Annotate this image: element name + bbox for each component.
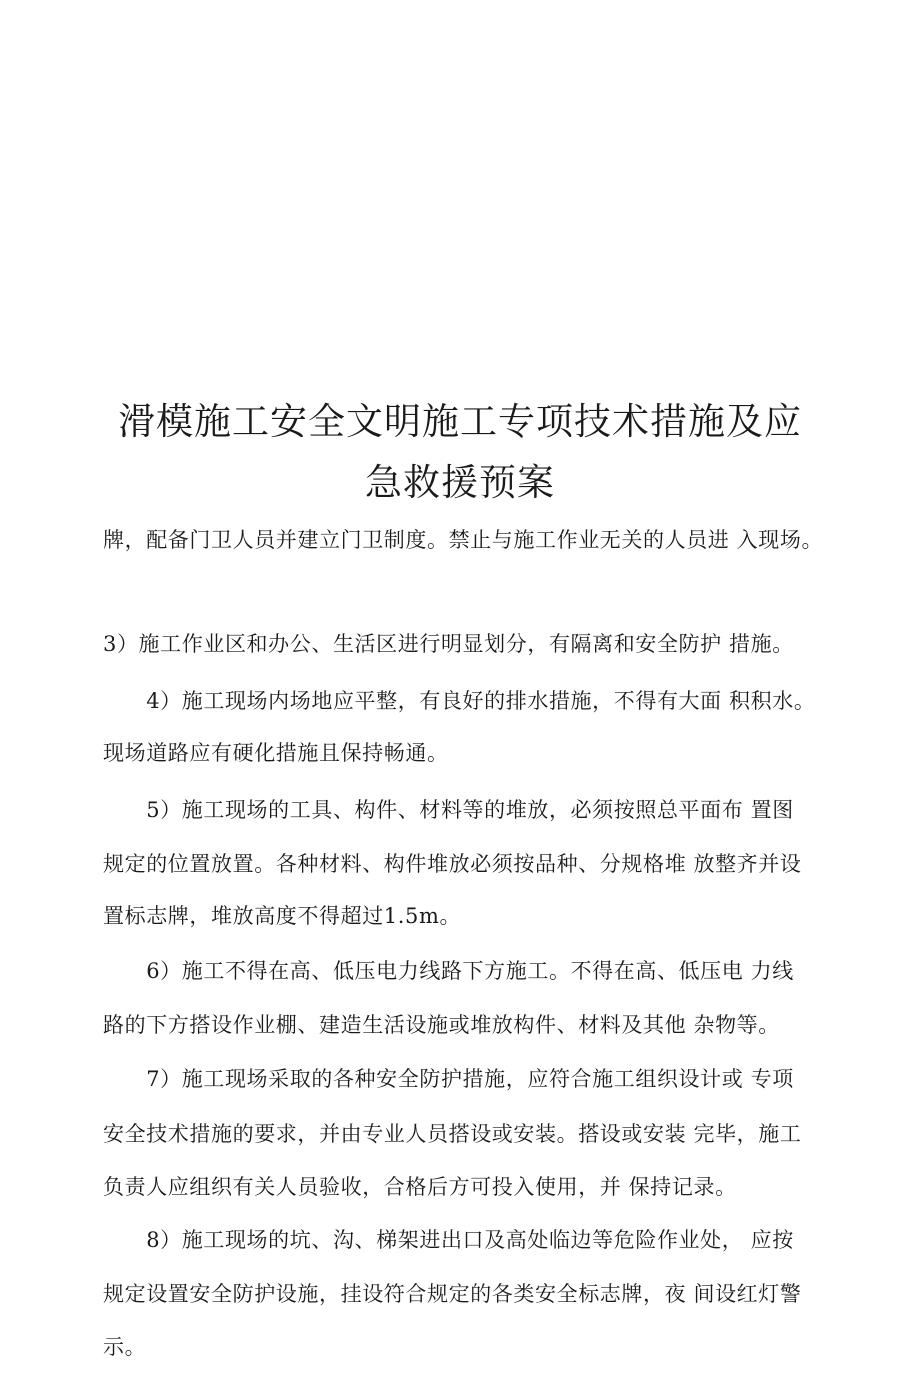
body-line: 7）施工现场采取的各种安全防护措施，应符合施工组织设计或 专项 (103, 1067, 794, 1091)
body-line: 6）施工不得在高、低压电力线路下方施工。不得在高、低压电 力线 (103, 959, 794, 983)
body-line: 路的下方搭设作业棚、建造生活设施或堆放构件、材料及其他 杂物等。 (103, 1013, 780, 1037)
body-line: 规定设置安全防护设施，挂设符合规定的各类安全标志牌，夜 间设红灯警 (103, 1282, 802, 1306)
body-line: 牌，配备门卫人员并建立门卫制度。禁止与施工作业无关的人员进 入现场。 (103, 528, 824, 552)
body-line: 8）施工现场的坑、沟、梯架进出口及高处临边等危险作业处， 应按 (103, 1228, 794, 1252)
document-title-line-2: 急救援预案 (365, 461, 555, 504)
body-line: 4）施工现场内场地应平整，有良好的排水措施，不得有大面 积积水。 (103, 689, 816, 713)
document-title-line-1: 滑模施工安全文明施工专项技术措施及应 (118, 400, 802, 443)
body-line: 3）施工作业区和办公、生活区进行明显划分，有隔离和安全防护 措施。 (103, 632, 794, 656)
body-line: 置标志牌，堆放高度不得超过1.5m。 (103, 904, 462, 928)
body-line: 5）施工现场的工具、构件、材料等的堆放，必须按照总平面布 置图 (103, 798, 794, 822)
body-line: 负责人应组织有关人员验收，合格后方可投入使用，并 保持记录。 (103, 1175, 737, 1199)
body-line: 现场道路应有硬化措施且保持畅通。 (103, 741, 449, 765)
body-line: 安全技术措施的要求，并由专业人员搭设或安装。搭设或安装 完毕，施工 (103, 1122, 802, 1146)
body-line: 示。 (103, 1335, 147, 1359)
body-line: 规定的位置放置。各种材料、构件堆放必须按品种、分规格堆 放整齐并设 (103, 852, 802, 876)
